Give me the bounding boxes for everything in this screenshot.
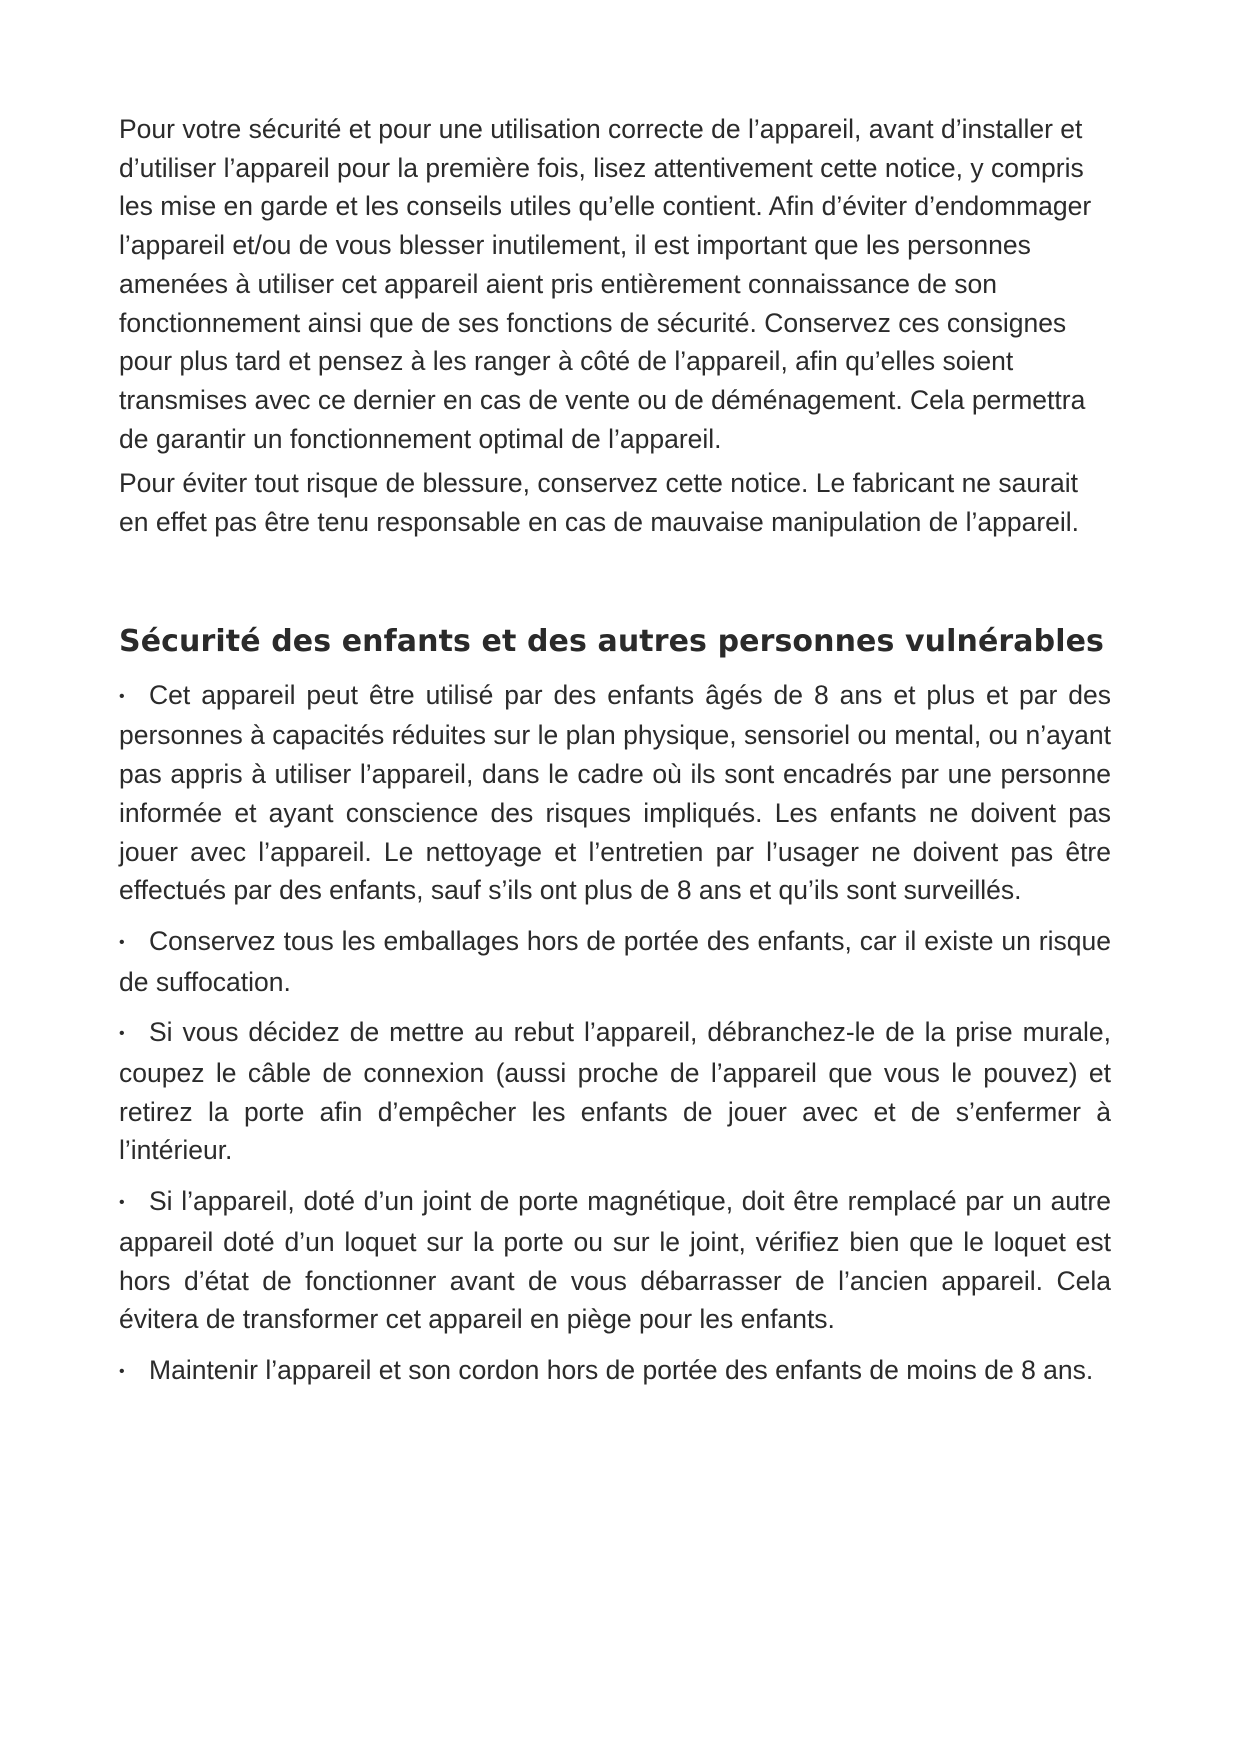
list-item-text: Si l’appareil, doté d’un joint de porte magnétique, doit être remplacé par un autre appareil doté d’un loquet sur la porte ou sur le joint, vérifiez bien que le loquet est hors d’état de fonctionner avant de vous débarrasser de l’ancien appareil. Cela évitera de transformer cet appareil en piège pour les enfants. [119, 1186, 1111, 1335]
list-item [119, 1351, 1111, 1392]
list-item-text: Maintenir l’appareil et son cordon hors de portée des enfants de moins de 8 ans. [149, 1354, 1094, 1385]
list-item [119, 676, 1111, 910]
bullet-icon: • [119, 933, 125, 951]
document-page [119, 110, 1111, 1392]
bullet-icon: • [119, 687, 125, 705]
section-heading: Sécurité des enfants et des autres personnes vulnérables [119, 623, 1105, 659]
list-item-text: Conservez tous les emballages hors de portée des enfants, car il existe un risque de suffocation. [119, 925, 1111, 997]
list-item [119, 1013, 1111, 1170]
intro-paragraph-2: Pour éviter tout risque de blessure, conservez cette notice. Le fabricant ne saurait en effet pas être tenu responsable en cas de mauvaise manipulation de l’appareil. [119, 468, 1080, 538]
bullet-icon: • [119, 1194, 125, 1212]
list-item-text: Cet appareil peut être utilisé par des enfants âgés de 8 ans et plus et par des personnes à capacités réduites sur le plan physique, sensoriel ou mental, ou n’ayant pas appris à utiliser l’appareil, dans le cadre où ils sont encadrés par une personne informée et ayant conscience des risques impliqués. Les enfants ne doivent pas jouer avec l’appareil. Le nettoyage et l’entretien par l’usager ne doivent pas être effectués par des enfants, sauf s’ils ont plus de 8 ans et qu’ils sont surveillés. [119, 679, 1111, 906]
list-item [119, 1182, 1111, 1339]
list-item [119, 922, 1111, 1001]
bullet-icon: • [119, 1025, 125, 1043]
bullet-icon: • [119, 1362, 125, 1380]
list-item-text: Si vous décidez de mettre au rebut l’appareil, débranchez-le de la prise murale, coupez le câble de connexion (aussi proche de l’appareil que vous le pouvez) et retirez la porte afin d’empêcher les enfants de jouer avec et de s’enfermer à l’intérieur. [119, 1017, 1111, 1166]
intro-paragraph-1: Pour votre sécurité et pour une utilisation correcte de l’appareil, avant d’installer et d’utiliser l’appareil pour la première fois, lisez attentivement cette notice, y compris les mise en garde et les conseils utiles qu’elle contient. Afin d’éviter d’endommager l’appareil et/ou de vous blesser inutilement, il est important que les personnes amenées à utiliser cet appareil aient pris entièrement connaissance de son fonctionnement ainsi que de ses fonctions de sécurité. Conservez ces consignes pour plus tard et pensez à les ranger à côté de l’appareil, afin qu’elles soient transmises avec ce dernier en cas de vente ou de déménagement. Cela permettra de garantir un fonctionnement optimal de l’appareil. [119, 114, 1092, 454]
safety-bullet-list [119, 676, 1111, 1392]
